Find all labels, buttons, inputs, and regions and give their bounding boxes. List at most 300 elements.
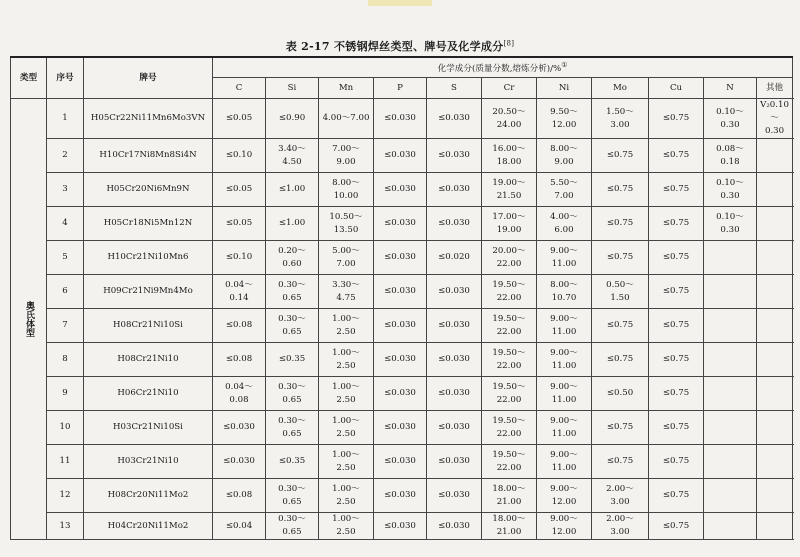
composition-cell bbox=[427, 241, 482, 275]
composition-cell bbox=[649, 309, 704, 343]
composition-value: 0.30 bbox=[764, 126, 785, 136]
header-element: N bbox=[704, 78, 757, 99]
composition-value: 0.30～ bbox=[278, 483, 306, 494]
composition-value: ≤0.05 bbox=[225, 218, 253, 228]
composition-cell bbox=[592, 173, 649, 207]
composition-cell bbox=[704, 173, 757, 207]
composition-value: ≤0.030 bbox=[384, 388, 416, 398]
composition-cell bbox=[482, 139, 537, 173]
composition-cell bbox=[757, 479, 793, 513]
composition-cell bbox=[757, 139, 793, 173]
composition-cell bbox=[757, 377, 793, 411]
composition-cell bbox=[537, 309, 592, 343]
composition-cell bbox=[537, 275, 592, 309]
composition-value: 0.65 bbox=[282, 428, 302, 439]
composition-cell bbox=[213, 207, 266, 241]
composition-cell bbox=[374, 411, 427, 445]
composition-value: 7.00～ bbox=[332, 143, 360, 154]
composition-cell bbox=[649, 275, 704, 309]
composition-cell bbox=[266, 309, 319, 343]
composition-value: 0.14 bbox=[229, 292, 249, 303]
composition-value: ≤0.75 bbox=[662, 286, 690, 296]
row-number: 2 bbox=[47, 139, 84, 173]
composition-value: ≤0.35 bbox=[278, 456, 306, 466]
composition-value: ≤0.030 bbox=[384, 354, 416, 364]
composition-cell bbox=[537, 445, 592, 479]
composition-value: 1.00～ bbox=[332, 514, 360, 524]
composition-value: ≤0.030 bbox=[438, 422, 470, 432]
composition-cell bbox=[319, 343, 374, 377]
composition-value: 1.00～ bbox=[332, 483, 360, 494]
composition-value: 3.00 bbox=[610, 119, 630, 130]
composition-value: 9.00～ bbox=[550, 449, 578, 460]
composition-value: ≤0.75 bbox=[662, 218, 690, 228]
composition-cell bbox=[592, 309, 649, 343]
composition-value: ≤0.08 bbox=[225, 320, 253, 330]
table-row bbox=[11, 445, 793, 479]
composition-cell bbox=[319, 377, 374, 411]
composition-cell bbox=[537, 343, 592, 377]
composition-value: 10.70 bbox=[551, 292, 577, 303]
composition-cell bbox=[427, 99, 482, 139]
composition-value: 9.00～ bbox=[550, 245, 578, 256]
composition-cell bbox=[704, 207, 757, 241]
table-row bbox=[11, 241, 793, 275]
composition-value: 19.50～ bbox=[492, 279, 526, 290]
row-number: 8 bbox=[47, 343, 84, 377]
composition-value: 0.20～ bbox=[278, 245, 306, 256]
composition-value: 2.50 bbox=[336, 462, 356, 473]
composition-value: 0.08 bbox=[229, 394, 249, 405]
composition-value: 9.00～ bbox=[550, 347, 578, 358]
composition-value: V₂0.10～ bbox=[760, 100, 789, 123]
composition-value: 19.00～ bbox=[492, 177, 526, 188]
composition-cell bbox=[757, 411, 793, 445]
composition-cell bbox=[704, 513, 757, 540]
composition-cell bbox=[537, 173, 592, 207]
composition-cell bbox=[482, 275, 537, 309]
grade-cell: H05Cr18Ni5Mn12N bbox=[84, 207, 213, 241]
composition-value: 2.50 bbox=[336, 326, 356, 337]
composition-value: 3.40～ bbox=[278, 143, 306, 154]
composition-value: 11.00 bbox=[551, 394, 577, 405]
composition-cell bbox=[482, 411, 537, 445]
composition-value: 1.00～ bbox=[332, 381, 360, 392]
composition-cell bbox=[592, 513, 649, 540]
composition-value: 3.00 bbox=[610, 527, 630, 537]
composition-cell bbox=[374, 275, 427, 309]
composition-value: 19.50～ bbox=[492, 415, 526, 426]
composition-cell bbox=[427, 377, 482, 411]
composition-value: 2.50 bbox=[336, 360, 356, 371]
row-number: 7 bbox=[47, 309, 84, 343]
row-number: 11 bbox=[47, 445, 84, 479]
composition-cell bbox=[266, 173, 319, 207]
grade-cell: H09Cr21Ni9Mn4Mo bbox=[84, 275, 213, 309]
composition-cell bbox=[319, 241, 374, 275]
composition-value: 0.30 bbox=[720, 190, 740, 201]
composition-value: 22.00 bbox=[496, 258, 522, 269]
composition-cell bbox=[319, 99, 374, 139]
header-element: Mn bbox=[319, 78, 374, 99]
composition-value: 11.00 bbox=[551, 428, 577, 439]
composition-cell bbox=[427, 173, 482, 207]
composition-value: 9.00～ bbox=[550, 514, 578, 524]
composition-value: 18.00～ bbox=[492, 483, 526, 494]
composition-value: 0.65 bbox=[282, 394, 302, 405]
composition-value: ≤0.030 bbox=[438, 286, 470, 296]
composition-value: 12.00 bbox=[551, 527, 577, 537]
table-row bbox=[11, 139, 793, 173]
composition-cell bbox=[213, 139, 266, 173]
composition-cell bbox=[704, 99, 757, 139]
composition-cell bbox=[319, 275, 374, 309]
composition-value: 20.00～ bbox=[492, 245, 526, 256]
composition-cell bbox=[537, 207, 592, 241]
composition-cell bbox=[213, 377, 266, 411]
composition-value: 2.00～ bbox=[606, 483, 634, 494]
composition-cell bbox=[537, 139, 592, 173]
composition-cell bbox=[319, 445, 374, 479]
composition-value: ≤0.030 bbox=[384, 184, 416, 194]
composition-value: 9.00 bbox=[554, 156, 574, 167]
composition-value: ≤0.030 bbox=[384, 422, 416, 432]
header-no: 序号 bbox=[47, 57, 84, 99]
composition-cell bbox=[649, 99, 704, 139]
composition-value: ≤0.75 bbox=[662, 150, 690, 160]
composition-cell bbox=[374, 99, 427, 139]
composition-cell bbox=[757, 207, 793, 241]
composition-value: 4.00～7.00 bbox=[322, 113, 370, 123]
composition-cell bbox=[649, 173, 704, 207]
composition-cell bbox=[592, 139, 649, 173]
composition-value: 18.00～ bbox=[492, 514, 526, 524]
composition-value: ≤0.75 bbox=[606, 422, 634, 432]
composition-value: 11.00 bbox=[551, 326, 577, 337]
composition-value: 19.50～ bbox=[492, 449, 526, 460]
composition-value: ≤0.030 bbox=[384, 150, 416, 160]
composition-value: 19.00 bbox=[496, 224, 522, 235]
composition-cell bbox=[592, 241, 649, 275]
composition-value: ≤0.04 bbox=[225, 520, 253, 531]
header-grade: 牌号 bbox=[84, 57, 213, 99]
composition-cell bbox=[374, 445, 427, 479]
composition-cell bbox=[266, 445, 319, 479]
composition-value: 8.00～ bbox=[550, 143, 578, 154]
composition-value: 11.00 bbox=[551, 258, 577, 269]
composition-value: 13.50 bbox=[333, 224, 359, 235]
composition-cell bbox=[482, 513, 537, 540]
composition-cell bbox=[266, 139, 319, 173]
composition-cell bbox=[319, 411, 374, 445]
composition-cell bbox=[537, 479, 592, 513]
composition-value: 0.08～ bbox=[716, 143, 744, 154]
composition-value: 1.00～ bbox=[332, 415, 360, 426]
composition-cell bbox=[266, 99, 319, 139]
composition-value: ≤0.030 bbox=[223, 422, 255, 432]
composition-value: 22.00 bbox=[496, 360, 522, 371]
composition-cell bbox=[704, 275, 757, 309]
composition-cell bbox=[649, 139, 704, 173]
header-element: Cr bbox=[482, 78, 537, 99]
composition-cell bbox=[592, 411, 649, 445]
composition-value: 7.00 bbox=[554, 190, 574, 201]
composition-value: 0.65 bbox=[282, 292, 302, 303]
composition-value: 7.00 bbox=[336, 258, 356, 269]
composition-value: ≤0.75 bbox=[662, 354, 690, 364]
composition-cell bbox=[266, 411, 319, 445]
composition-cell bbox=[649, 207, 704, 241]
composition-cell bbox=[649, 241, 704, 275]
composition-cell bbox=[704, 445, 757, 479]
composition-cell bbox=[649, 479, 704, 513]
composition-cell bbox=[213, 343, 266, 377]
composition-value: 5.50～ bbox=[550, 177, 578, 188]
composition-cell bbox=[704, 241, 757, 275]
composition-cell bbox=[374, 343, 427, 377]
table-row bbox=[11, 513, 793, 540]
composition-value: ≤0.030 bbox=[384, 520, 416, 531]
composition-cell bbox=[537, 241, 592, 275]
header-element: P bbox=[374, 78, 427, 99]
composition-value: 1.50 bbox=[610, 292, 630, 303]
grade-cell: H05Cr20Ni6Mn9N bbox=[84, 173, 213, 207]
composition-cell bbox=[266, 513, 319, 540]
row-number: 1 bbox=[47, 99, 84, 139]
row-number: 5 bbox=[47, 241, 84, 275]
composition-value: 16.00～ bbox=[492, 143, 526, 154]
composition-value: ≤1.00 bbox=[278, 184, 306, 194]
table-caption bbox=[0, 38, 800, 54]
composition-value: 19.50～ bbox=[492, 313, 526, 324]
composition-cell bbox=[319, 173, 374, 207]
composition-cell bbox=[482, 173, 537, 207]
composition-value: 0.04～ bbox=[225, 279, 253, 290]
composition-value: 2.50 bbox=[336, 527, 356, 537]
composition-cell bbox=[757, 241, 793, 275]
composition-value: ≤0.030 bbox=[438, 150, 470, 160]
composition-value: ≤0.020 bbox=[438, 252, 470, 262]
grade-cell: H04Cr20Ni11Mo2 bbox=[84, 513, 213, 540]
composition-value: 0.30 bbox=[720, 224, 740, 235]
composition-cell bbox=[213, 173, 266, 207]
caption-text: 表 2-17 不锈钢焊丝类型、牌号及化学成分 bbox=[285, 40, 504, 53]
composition-value: 2.50 bbox=[336, 496, 356, 507]
composition-cell bbox=[649, 513, 704, 540]
composition-cell bbox=[482, 207, 537, 241]
composition-cell bbox=[592, 343, 649, 377]
composition-cell bbox=[757, 343, 793, 377]
composition-cell bbox=[757, 513, 793, 540]
composition-value: ≤0.75 bbox=[662, 490, 690, 500]
composition-cell bbox=[649, 343, 704, 377]
composition-value: 17.00～ bbox=[492, 211, 526, 222]
row-number: 12 bbox=[47, 479, 84, 513]
composition-cell bbox=[482, 479, 537, 513]
composition-cell bbox=[374, 139, 427, 173]
header-element: Ni bbox=[537, 78, 592, 99]
composition-value: 2.50 bbox=[336, 428, 356, 439]
composition-cell bbox=[482, 343, 537, 377]
type-label: 奥氏体型 bbox=[24, 301, 34, 337]
composition-value: 9.00～ bbox=[550, 483, 578, 494]
composition-cell bbox=[213, 275, 266, 309]
composition-cell bbox=[592, 479, 649, 513]
row-number: 10 bbox=[47, 411, 84, 445]
composition-value: 22.00 bbox=[496, 292, 522, 303]
composition-cell bbox=[213, 99, 266, 139]
composition-cell bbox=[319, 207, 374, 241]
composition-value: 21.50 bbox=[496, 190, 522, 201]
row-number: 9 bbox=[47, 377, 84, 411]
header-element: Mo bbox=[592, 78, 649, 99]
composition-cell bbox=[213, 445, 266, 479]
composition-value: ≤0.030 bbox=[438, 320, 470, 330]
composition-value: 0.10～ bbox=[716, 177, 744, 188]
header-element: C bbox=[213, 78, 266, 99]
composition-value: 9.50～ bbox=[550, 106, 578, 117]
composition-value: ≤0.75 bbox=[606, 150, 634, 160]
composition-value: 6.00 bbox=[554, 224, 574, 235]
type-cell bbox=[11, 99, 47, 540]
composition-value: ≤0.030 bbox=[384, 286, 416, 296]
page-tab-marker bbox=[368, 0, 432, 6]
composition-value: ≤0.35 bbox=[278, 354, 306, 364]
composition-value: 19.50～ bbox=[492, 381, 526, 392]
composition-value: ≤0.75 bbox=[662, 113, 690, 123]
grade-cell: H06Cr21Ni10 bbox=[84, 377, 213, 411]
composition-value: 22.00 bbox=[496, 462, 522, 473]
composition-value: ≤0.75 bbox=[662, 252, 690, 262]
composition-cell bbox=[482, 377, 537, 411]
composition-cell bbox=[537, 377, 592, 411]
composition-value: ≤0.030 bbox=[384, 456, 416, 466]
composition-value: ≤0.030 bbox=[438, 354, 470, 364]
composition-value: 4.00～ bbox=[550, 211, 578, 222]
table-row bbox=[11, 309, 793, 343]
composition-value: ≤0.75 bbox=[662, 422, 690, 432]
composition-cell bbox=[482, 99, 537, 139]
composition-cell bbox=[704, 479, 757, 513]
composition-value: 9.00 bbox=[336, 156, 356, 167]
composition-value: ≤0.75 bbox=[606, 252, 634, 262]
composition-cell bbox=[374, 513, 427, 540]
composition-value: ≤0.75 bbox=[662, 320, 690, 330]
composition-cell bbox=[266, 343, 319, 377]
composition-value: 3.30～ bbox=[332, 279, 360, 290]
composition-value: ≤0.75 bbox=[662, 388, 690, 398]
header-type: 类型 bbox=[11, 57, 47, 99]
composition-cell bbox=[482, 445, 537, 479]
header-element: Si bbox=[266, 78, 319, 99]
composition-value: 0.30～ bbox=[278, 514, 306, 524]
composition-value: 0.50～ bbox=[606, 279, 634, 290]
grade-cell: H08Cr20Ni11Mo2 bbox=[84, 479, 213, 513]
composition-value: ≤0.030 bbox=[438, 456, 470, 466]
grade-cell: H10Cr21Ni10Mn6 bbox=[84, 241, 213, 275]
composition-cell bbox=[266, 207, 319, 241]
composition-value: 2.50 bbox=[336, 394, 356, 405]
composition-value: ≤1.00 bbox=[278, 218, 306, 228]
composition-value: ≤0.50 bbox=[606, 388, 634, 398]
composition-value: 0.10～ bbox=[716, 106, 744, 117]
composition-cell bbox=[213, 513, 266, 540]
composition-value: ≤0.08 bbox=[225, 354, 253, 364]
composition-value: ≤0.08 bbox=[225, 490, 253, 500]
composition-cell bbox=[374, 241, 427, 275]
composition-value: 8.00～ bbox=[332, 177, 360, 188]
composition-cell bbox=[374, 377, 427, 411]
table-row bbox=[11, 207, 793, 241]
composition-value: 0.65 bbox=[282, 496, 302, 507]
composition-footnote-mark: ① bbox=[561, 61, 568, 70]
grade-cell: H03Cr21Ni10 bbox=[84, 445, 213, 479]
composition-cell bbox=[374, 173, 427, 207]
composition-value: 0.18 bbox=[720, 156, 740, 167]
composition-cell bbox=[319, 513, 374, 540]
composition-value: 1.00～ bbox=[332, 347, 360, 358]
composition-cell bbox=[704, 309, 757, 343]
composition-value: 9.00～ bbox=[550, 381, 578, 392]
composition-cell bbox=[482, 309, 537, 343]
composition-value: ≤0.75 bbox=[606, 354, 634, 364]
composition-value: ≤0.030 bbox=[438, 184, 470, 194]
composition-value: 22.00 bbox=[496, 428, 522, 439]
composition-cell bbox=[649, 411, 704, 445]
composition-value: 0.30～ bbox=[278, 313, 306, 324]
composition-cell bbox=[213, 309, 266, 343]
composition-cell bbox=[704, 377, 757, 411]
composition-cell bbox=[427, 513, 482, 540]
composition-cell bbox=[592, 445, 649, 479]
composition-value: ≤0.030 bbox=[438, 388, 470, 398]
table-row bbox=[11, 275, 793, 309]
composition-value: 24.00 bbox=[496, 119, 522, 130]
row-number: 3 bbox=[47, 173, 84, 207]
composition-cell bbox=[213, 411, 266, 445]
composition-value: ≤0.75 bbox=[662, 456, 690, 466]
header-element: S bbox=[427, 78, 482, 99]
composition-value: ≤0.75 bbox=[606, 184, 634, 194]
composition-value: 0.65 bbox=[282, 326, 302, 337]
composition-cell bbox=[319, 139, 374, 173]
table-row bbox=[11, 411, 793, 445]
table-row bbox=[11, 99, 793, 139]
composition-value: 10.00 bbox=[333, 190, 359, 201]
composition-cell bbox=[213, 241, 266, 275]
header-element: 其他 bbox=[757, 78, 793, 99]
composition-value: ≤0.030 bbox=[438, 490, 470, 500]
header-element: Cu bbox=[649, 78, 704, 99]
composition-cell bbox=[266, 479, 319, 513]
composition-cell bbox=[649, 377, 704, 411]
composition-value: 22.00 bbox=[496, 394, 522, 405]
composition-value: 3.00 bbox=[610, 496, 630, 507]
composition-value: ≤0.05 bbox=[225, 184, 253, 194]
composition-value: 0.30～ bbox=[278, 279, 306, 290]
composition-value: ≤0.030 bbox=[384, 252, 416, 262]
composition-cell bbox=[374, 479, 427, 513]
composition-value: 22.00 bbox=[496, 326, 522, 337]
composition-cell bbox=[704, 343, 757, 377]
composition-cell bbox=[482, 241, 537, 275]
table-row bbox=[11, 377, 793, 411]
composition-value: 1.00～ bbox=[332, 449, 360, 460]
composition-cell bbox=[266, 275, 319, 309]
composition-cell bbox=[213, 479, 266, 513]
composition-value: 9.00～ bbox=[550, 415, 578, 426]
composition-value: 20.50～ bbox=[492, 106, 526, 117]
